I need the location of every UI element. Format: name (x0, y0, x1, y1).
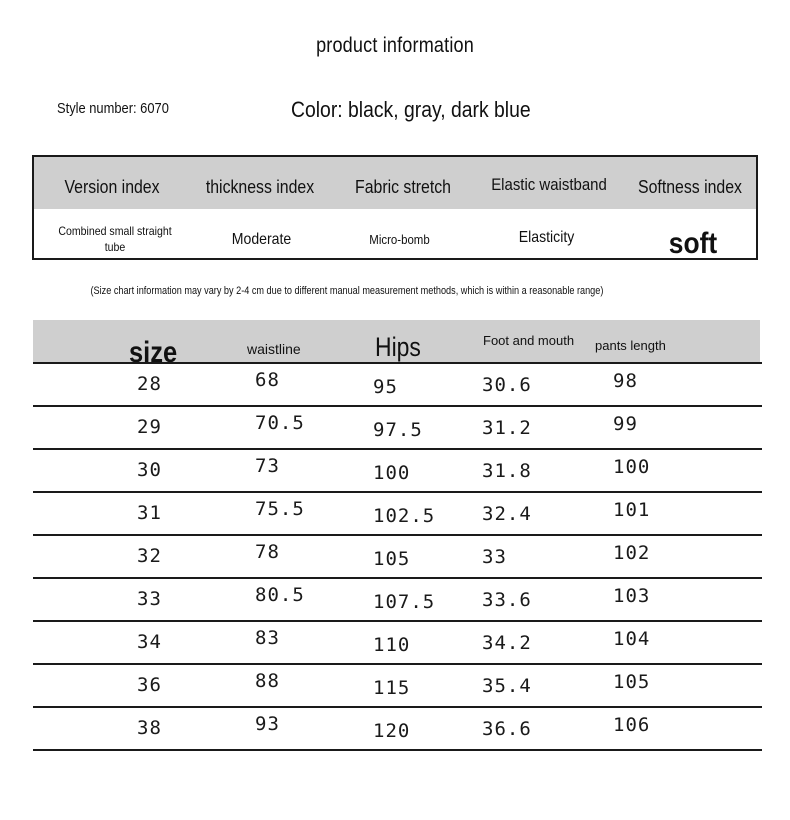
cell-foot-mouth: 36.6 (482, 718, 532, 740)
value-softness-index: soft (668, 227, 718, 260)
value-thickness-index: Moderate (231, 231, 292, 248)
table-row (33, 620, 762, 663)
attribute-table (32, 155, 758, 260)
header-size: size (129, 336, 178, 369)
header-softness-index: Softness index (638, 177, 742, 197)
cell-size: 36 (137, 674, 162, 696)
cell-waistline: 73 (255, 455, 280, 477)
cell-pants-length: 104 (613, 628, 651, 650)
table-row (33, 405, 762, 448)
cell-hips: 95 (373, 376, 398, 398)
cell-hips: 100 (373, 462, 411, 484)
cell-hips: 102.5 (373, 505, 436, 527)
value-version-index: Combined small straight tube (58, 224, 172, 254)
cell-pants-length: 106 (613, 714, 651, 736)
header-thickness-index: thickness index (205, 177, 315, 197)
value-fabric-stretch: Micro-bomb (369, 232, 430, 247)
value-elastic-waistband: Elasticity (518, 229, 575, 246)
cell-waistline: 70.5 (255, 412, 305, 434)
cell-foot-mouth: 31.8 (482, 460, 532, 482)
cell-foot-mouth: 34.2 (482, 632, 532, 654)
header-hips: Hips (375, 332, 421, 362)
cell-hips: 120 (373, 720, 411, 742)
cell-size: 31 (137, 502, 162, 524)
attribute-table-header (34, 157, 756, 209)
cell-hips: 110 (373, 634, 411, 656)
cell-foot-mouth: 33 (482, 546, 507, 568)
header-foot-mouth: Foot and mouth (483, 333, 575, 348)
cell-size: 34 (137, 631, 162, 653)
table-row (33, 534, 762, 577)
cell-hips: 105 (373, 548, 411, 570)
cell-size: 38 (137, 717, 162, 739)
cell-pants-length: 99 (613, 413, 638, 435)
cell-pants-length: 98 (613, 370, 638, 392)
style-number: Style number: 6070 (57, 100, 169, 117)
header-elastic-waistband: Elastic waistband (491, 175, 607, 194)
cell-pants-length: 105 (613, 671, 651, 693)
cell-pants-length: 101 (613, 499, 651, 521)
cell-waistline: 78 (255, 541, 280, 563)
header-pants-length: pants length (595, 338, 666, 353)
cell-waistline: 83 (255, 627, 280, 649)
size-chart-note: (Size chart information may vary by 2-4 cm due to different manual measurement methods, which is within a reasonable range) (90, 285, 604, 297)
cell-size: 32 (137, 545, 162, 567)
cell-foot-mouth: 30.6 (482, 374, 532, 396)
header-waistline: waistline (247, 341, 301, 357)
cell-waistline: 68 (255, 369, 280, 391)
cell-size: 33 (137, 588, 162, 610)
table-row (33, 362, 762, 405)
table-row (33, 491, 762, 534)
color-options: Color: black, gray, dark blue (291, 97, 531, 122)
cell-size: 30 (137, 459, 162, 481)
header-version-index: Version index (64, 177, 160, 197)
size-table-body (33, 362, 762, 751)
cell-waistline: 88 (255, 670, 280, 692)
cell-size: 28 (137, 373, 162, 395)
cell-pants-length: 103 (613, 585, 651, 607)
table-row (33, 448, 762, 491)
page-title: product information (316, 34, 474, 57)
cell-hips: 107.5 (373, 591, 436, 613)
table-row (33, 663, 762, 706)
cell-pants-length: 102 (613, 542, 651, 564)
size-table-header (33, 320, 760, 369)
cell-foot-mouth: 32.4 (482, 503, 532, 525)
cell-foot-mouth: 35.4 (482, 675, 532, 697)
header-fabric-stretch: Fabric stretch (355, 177, 451, 197)
cell-hips: 115 (373, 677, 411, 699)
cell-waistline: 80.5 (255, 584, 305, 606)
cell-waistline: 75.5 (255, 498, 305, 520)
table-row (33, 706, 762, 751)
cell-waistline: 93 (255, 713, 280, 735)
table-row (33, 577, 762, 620)
cell-pants-length: 100 (613, 456, 651, 478)
cell-size: 29 (137, 416, 162, 438)
cell-foot-mouth: 31.2 (482, 417, 532, 439)
cell-foot-mouth: 33.6 (482, 589, 532, 611)
cell-hips: 97.5 (373, 419, 423, 441)
